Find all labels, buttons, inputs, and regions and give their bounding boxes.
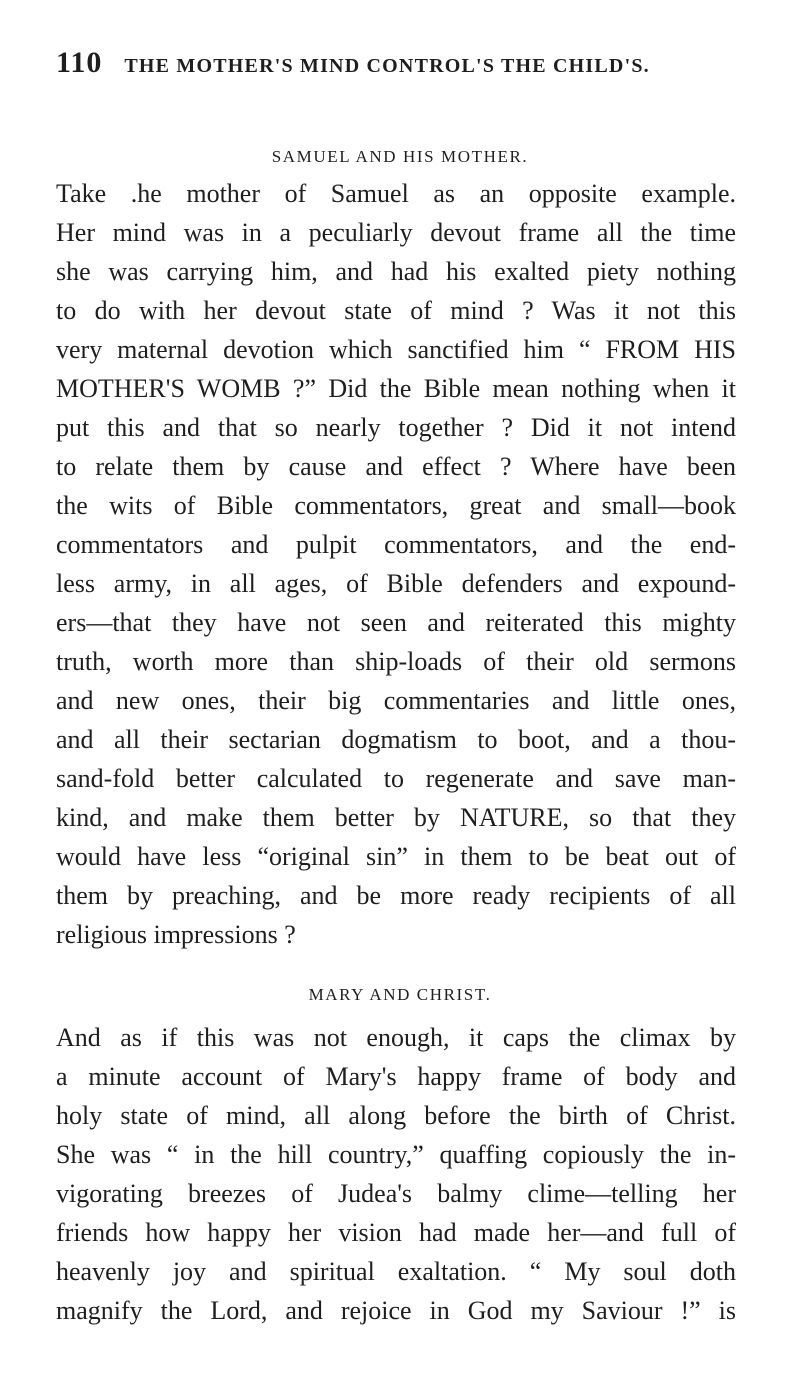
text-line: put this and that so nearly together ? Did it not intend: [56, 413, 736, 442]
text-line: and new ones, their big commentaries and little ones,: [56, 686, 736, 715]
section-heading-samuel: SAMUEL AND HIS MOTHER.: [271, 147, 529, 166]
running-head: [56, 46, 756, 80]
text-line: to do with her devout state of mind ? Was it not this: [56, 296, 736, 325]
text-line: them by preaching, and be more ready recipients of all: [56, 881, 736, 910]
text-line: MOTHER'S WOMB ?” Did the Bible mean nothing when it: [56, 374, 736, 403]
text-line: magnify the Lord, and rejoice in God my Saviour !” is: [56, 1296, 736, 1325]
text-line: and all their sectarian dogmatism to boot, and a thou-: [56, 725, 736, 754]
text-line: very maternal devotion which sanctified him “ FROM HIS: [56, 335, 736, 364]
text-line: sand-fold better calculated to regenerate and save man-: [56, 764, 736, 793]
text-line: And as if this was not enough, it caps the climax by: [56, 1023, 736, 1052]
text-line: heavenly joy and spiritual exaltation. “ My soul doth: [56, 1257, 736, 1286]
text-line: holy state of mind, all along before the birth of Christ.: [56, 1101, 736, 1130]
text-line: vigorating breezes of Judea's balmy clime—telling her: [56, 1179, 736, 1208]
text-line: she was carrying him, and had his exalted piety nothing: [56, 257, 736, 286]
paragraph-samuel: [56, 174, 736, 954]
page-number: 110: [56, 46, 103, 79]
text-line: to relate them by cause and effect ? Where have been: [56, 452, 736, 481]
text-line: Her mind was in a peculiarly devout frame all the time: [56, 218, 736, 247]
text-line: would have less “original sin” in them to be beat out of: [56, 842, 736, 871]
text-line: the wits of Bible commentators, great and small—book: [56, 491, 736, 520]
text-line: kind, and make them better by NATURE, so that they: [56, 803, 736, 832]
text-line: truth, worth more than ship-loads of their old sermons: [56, 647, 736, 676]
text-line: less army, in all ages, of Bible defenders and expound-: [56, 569, 736, 598]
text-line: religious impressions ?: [56, 920, 296, 949]
text-line: She was “ in the hill country,” quaffing copiously the in-: [56, 1140, 736, 1169]
running-title: THE MOTHER'S MIND CONTROL'S THE CHILD'S.: [124, 55, 650, 77]
text-line: ers—that they have not seen and reiterated this mighty: [56, 608, 736, 637]
text-line: Take .he mother of Samuel as an opposite example.: [56, 179, 736, 208]
text-line: friends how happy her vision had made her—and full of: [56, 1218, 736, 1247]
section-heading-mary: MARY AND CHRIST.: [308, 985, 492, 1004]
text-line: a minute account of Mary's happy frame of body and: [56, 1062, 736, 1091]
paragraph-mary: [56, 1018, 736, 1330]
text-line: commentators and pulpit commentators, and the end-: [56, 530, 736, 559]
